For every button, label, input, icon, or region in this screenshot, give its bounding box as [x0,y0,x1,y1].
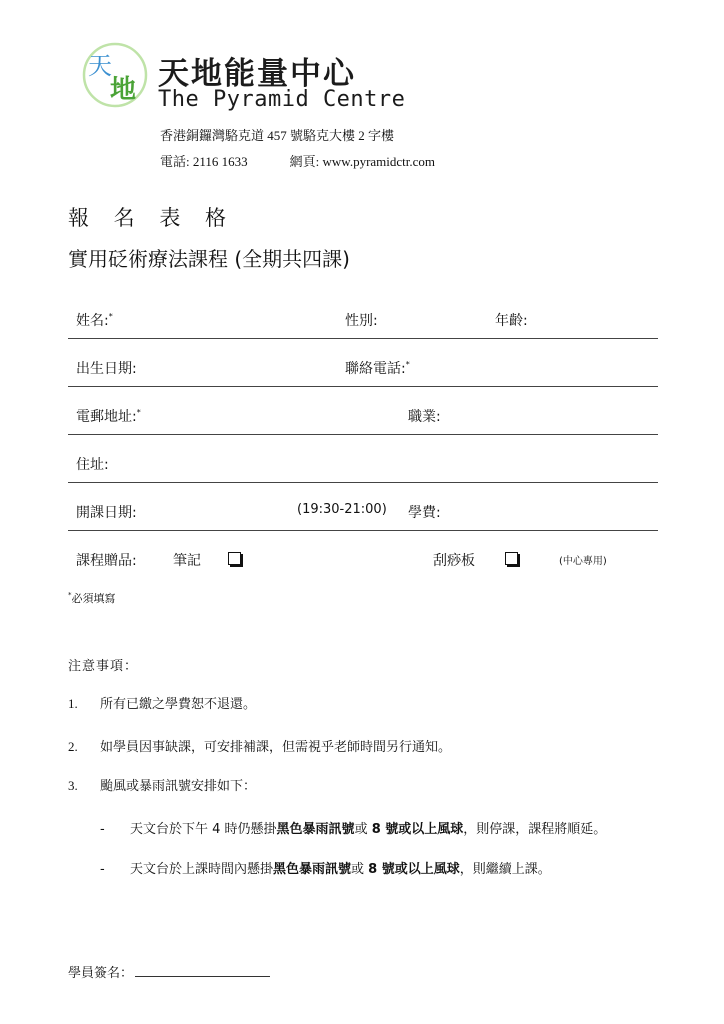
gender-field[interactable]: 性別: [345,313,378,329]
occupation-field[interactable]: 職業: [408,409,441,425]
required-note-text: 必須填寫 [71,592,116,605]
phone-label: 聯絡電話: [345,361,406,377]
pyramid-centre-logo [80,40,150,110]
note-item [68,736,451,755]
typhoon-rule-2 [100,858,551,877]
note-item [68,775,256,794]
note-number: 1. [68,696,78,711]
note-number: 3. [68,778,78,793]
address-field[interactable]: 住址: [76,457,109,473]
typhoon-rule-1 [100,818,606,837]
signature-line[interactable] [135,964,270,977]
rule-text: 天文台於上課時間內懸掛 [130,862,274,877]
rule-text: 天文台於下午 4 時仍懸掛 [130,822,277,837]
required-mark: * [405,360,410,369]
form-row-personal [68,290,658,339]
note-text: 颱風或暴雨訊號安排如下： [100,779,257,794]
rule-bold-signal-8: 8 號或以上風球 [371,822,464,837]
required-mark: * [68,591,72,599]
dob-field[interactable]: 出生日期: [76,361,137,377]
required-note [68,590,116,606]
gift-notebook-label: 筆記 [173,553,201,569]
brand-english-name: The Pyramid Centre [158,87,406,112]
rule-bold-signal-8: 8 號或以上風球 [368,862,460,877]
class-time: (19:30-21:00) [297,502,387,517]
dash-marker: - [100,862,105,877]
checkbox-icon [228,552,241,565]
start-date-field[interactable]: 開課日期: [76,505,137,521]
rule-text: ，則繼續上課。 [459,862,551,877]
email-label: 電郵地址: [76,409,137,425]
checkbox-icon [505,552,518,565]
note-text: 所有已繳之學費恕不退還。 [100,697,257,712]
rule-text: ，則停課，課程將順延。 [463,822,607,837]
brand-chinese-name: 天地能量中心 [158,56,356,92]
form-row-gifts [68,530,658,578]
logo-char-di: 地 [110,75,137,105]
rule-bold-black-rain: 黑色暴雨訊號 [276,822,355,837]
address-line: 香港銅鑼灣駱克道 457 號駱克大樓 2 字樓 [160,128,395,143]
dash-marker: - [100,822,105,837]
scraper-checkbox[interactable] [505,550,518,566]
form-row-address [68,434,658,483]
required-mark: * [136,408,141,417]
required-mark: * [108,312,113,321]
gift-scraper-label: 刮痧板 [433,553,475,569]
phone-field[interactable] [345,358,410,378]
email-field[interactable] [76,406,141,426]
note-text: 如學員因事缺課，可安排補課，但需視乎老師時間另行通知。 [100,740,452,755]
signature-label: 學員簽名： [68,966,134,981]
name-field[interactable] [76,310,113,330]
fee-field[interactable]: 學費: [408,505,441,521]
notebook-checkbox[interactable] [228,550,241,566]
form-row-course [68,482,658,531]
office-use-note: (中心專用) [559,556,607,567]
website-text[interactable]: 網頁: www.pyramidctr.com [289,154,436,169]
phone-text: 電話: 2116 1633 [160,154,248,169]
rule-bold-black-rain: 黑色暴雨訊號 [273,862,352,877]
note-number: 2. [68,739,78,754]
gifts-label: 課程贈品: [76,553,137,569]
notes-title: 注意事項： [68,659,139,674]
rule-text: 或 [351,862,369,877]
form-row-dob-phone [68,338,658,387]
signature-field[interactable] [68,962,270,981]
rule-text: 或 [354,822,372,837]
age-field[interactable]: 年齡: [495,313,528,329]
form-title: 報 名 表 格 [68,206,236,230]
form-row-email [68,386,658,435]
name-label: 姓名: [76,313,109,329]
logo-char-tian: 天 [88,52,112,80]
contact-line [160,151,435,170]
note-item [68,693,256,712]
course-title: 實用砭術療法課程 (全期共四課) [68,247,350,271]
